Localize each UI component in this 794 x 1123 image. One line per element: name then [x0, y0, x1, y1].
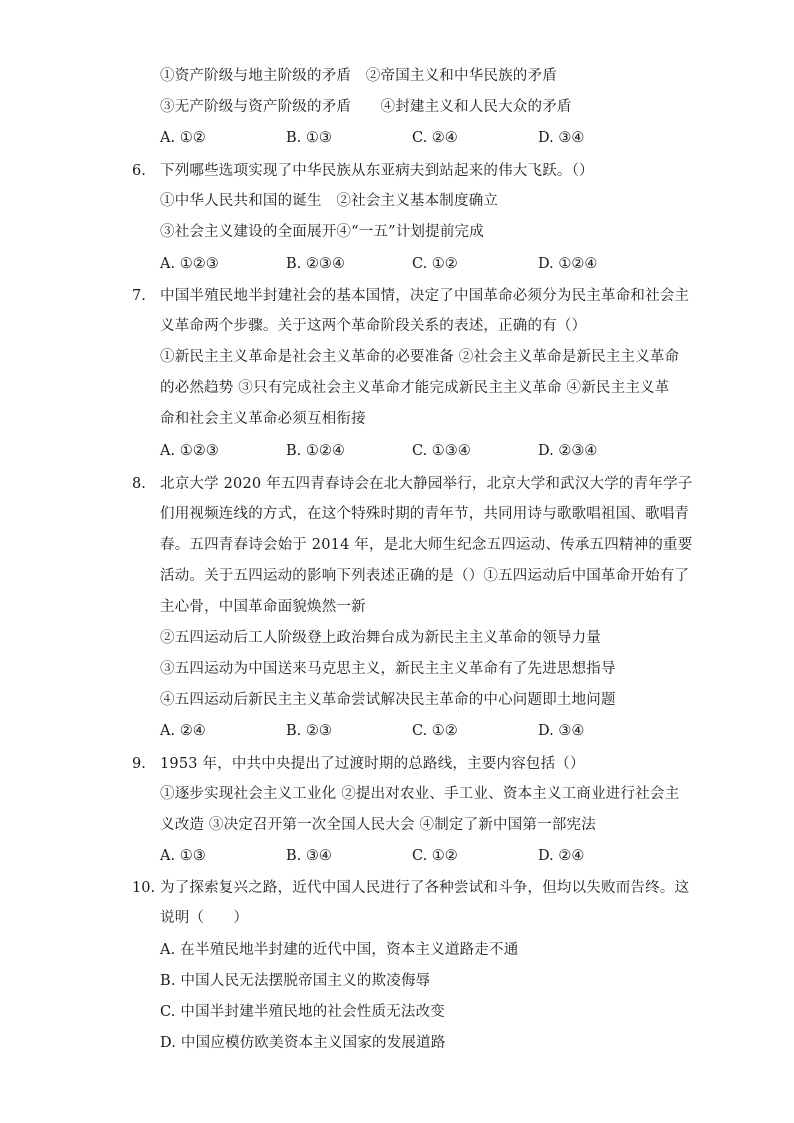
q8-choice-line-4: ④五四运动后新民主主义革命尝试解决民主革命的中心问题即土地问题	[160, 692, 616, 708]
q10-option-a: A. 在半殖民地半封建的近代中国，资本主义道路走不通	[160, 942, 519, 958]
q8-number: 8.	[132, 476, 146, 492]
q7-choice-line-1: ①新民主主义革命是社会主义革命的必要准备 ②社会主义革命是新民主主义革命	[160, 349, 680, 365]
q7-option-d: D. ②③④	[538, 443, 598, 459]
q8-stem-line-5: 主心骨，中国革命面貌焕然一新	[160, 599, 366, 615]
q10-stem-line-1: 为了探索复兴之路，近代中国人民进行了各种尝试和斗争，但均以失败而告终。这	[160, 880, 690, 896]
q6-option-b: B. ②③④	[286, 256, 345, 272]
q5-choice-line-1: ①资产阶级与地主阶级的矛盾 ②帝国主义和中华民族的矛盾	[160, 68, 557, 84]
q5-option-d: D. ③④	[538, 130, 585, 146]
q6-option-c: C. ①②	[412, 256, 458, 272]
q6-option-d: D. ①②④	[538, 256, 598, 272]
q9-option-b: B. ③④	[286, 848, 332, 864]
q7-stem-line-1: 中国半殖民地半封建社会的基本国情，决定了中国革命必须分为民主革命和社会主	[160, 288, 690, 304]
q10-option-b: B. 中国人民无法摆脱帝国主义的欺凌侮辱	[160, 973, 431, 989]
q10-stem-line-2: 说明（ ）	[160, 910, 249, 926]
q7-option-b: B. ①②④	[286, 443, 345, 459]
q9-option-a: A. ①③	[160, 848, 206, 864]
q8-choice-line-3: ③五四运动为中国送来马克思主义，新民主主义革命有了先进思想指导	[160, 661, 616, 677]
q8-option-b: B. ②③	[286, 723, 332, 739]
q7-choice-line-2: 的必然趋势 ③只有完成社会主义革命才能完成新民主主义革命 ④新民主主义革	[160, 380, 670, 396]
q5-choice-line-2: ③无产阶级与资产阶级的矛盾 ④封建主义和人民大众的矛盾	[160, 99, 572, 115]
q5-option-b: B. ①③	[286, 130, 332, 146]
q7-stem-line-2: 义革命两个步骤。关于这两个革命阶段关系的表述，正确的有（）	[160, 318, 587, 334]
q5-option-a: A. ①②	[160, 130, 206, 146]
q7-option-c: C. ①③④	[412, 443, 471, 459]
q8-stem-line-4: 活动。关于五四运动的影响下列表述正确的是（）①五四运动后中国革命开始有了	[160, 568, 690, 584]
q6-choice-line-1: ①中华人民共和国的诞生 ②社会主义基本制度确立	[160, 193, 499, 209]
q10-number: 10.	[132, 880, 156, 896]
q8-stem-line-2: 们用视频连线的方式，在这个特殊时期的青年节，共同用诗与歌歌唱祖国、歌唱青	[160, 506, 690, 522]
q9-option-d: D. ②④	[538, 848, 585, 864]
q8-option-c: C. ①②	[412, 723, 458, 739]
q10-option-c: C. 中国半封建半殖民地的社会性质无法改变	[160, 1004, 445, 1020]
q6-choice-line-2: ③社会主义建设的全面展开④“一五”计划提前完成	[160, 224, 484, 240]
q7-choice-line-3: 命和社会主义革命必须互相衔接	[160, 411, 366, 427]
q7-option-a: A. ①②③	[160, 443, 219, 459]
q5-option-c: C. ②④	[412, 130, 458, 146]
q9-choice-line-2: 义改造 ③决定召开第一次全国人民大会 ④制定了新中国第一部宪法	[160, 817, 596, 833]
q6-number: 6.	[132, 163, 146, 179]
q8-option-a: A. ②④	[160, 723, 206, 739]
q8-stem-line-1: 北京大学 2020 年五四青春诗会在北大静园举行，北京大学和武汉大学的青年学子	[160, 476, 693, 492]
q9-number: 9.	[132, 756, 146, 772]
q8-stem-line-3: 春。五四青春诗会始于 2014 年，是北大师生纪念五四运动、传承五四精神的重要	[160, 537, 693, 553]
q6-stem: 下列哪些选项实现了中华民族从东亚病夫到站起来的伟大飞跃。（）	[160, 163, 594, 179]
q8-option-d: D. ③④	[538, 723, 585, 739]
q8-choice-line-2: ②五四运动后工人阶级登上政治舞台成为新民主主义革命的领导力量	[160, 630, 601, 646]
q6-option-a: A. ①②③	[160, 256, 219, 272]
q7-number: 7.	[132, 288, 146, 304]
q10-option-d: D. 中国应模仿欧美资本主义国家的发展道路	[160, 1035, 446, 1051]
q9-option-c: C. ①②	[412, 848, 458, 864]
q9-stem: 1953 年，中共中央提出了过渡时期的总路线，主要内容包括（）	[160, 756, 585, 772]
q9-choice-line-1: ①逐步实现社会主义工业化 ②提出对农业、手工业、资本主义工商业进行社会主	[160, 786, 680, 802]
